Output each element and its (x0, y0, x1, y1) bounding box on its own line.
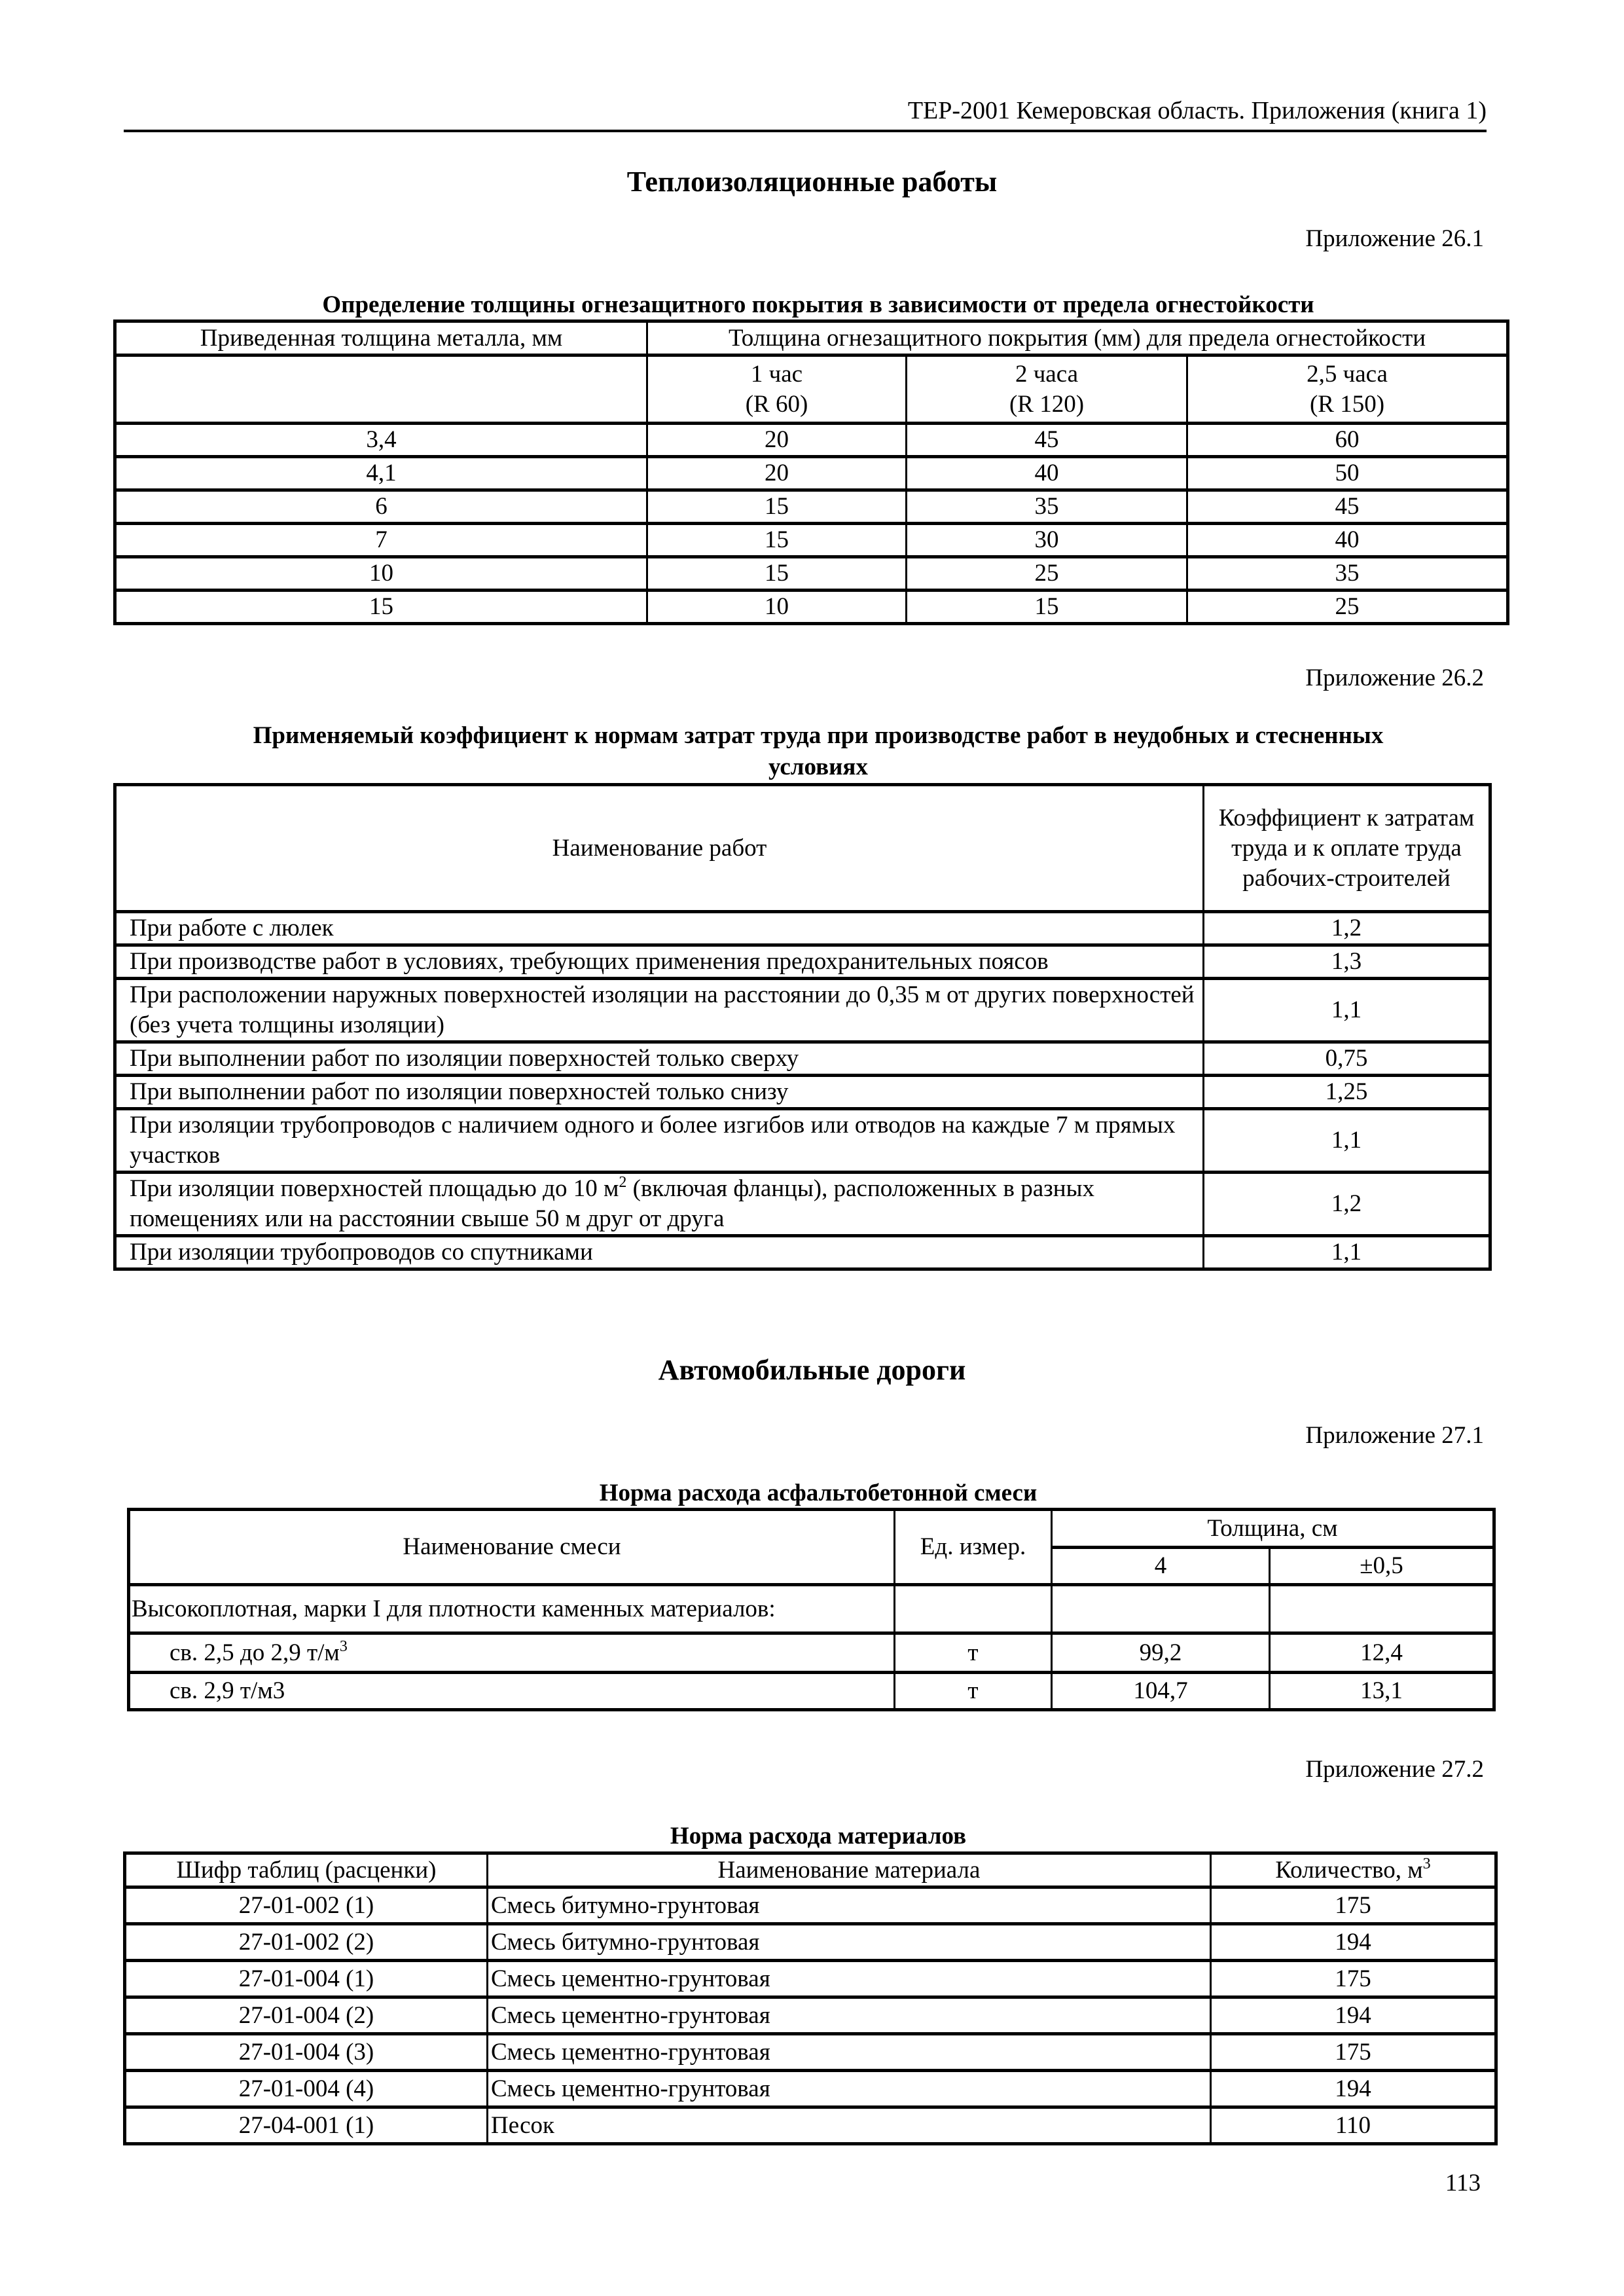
running-header-title: ТЕР-2001 Кемеровская область. Приложения (книга 1) (907, 97, 1487, 124)
cell: 4,1 (115, 457, 647, 490)
column-header: Наименование смеси (129, 1510, 895, 1585)
cell-quantity: 194 (1211, 1997, 1496, 2034)
cell-work-name: При выполнении работ по изоляции поверхностей только снизу (115, 1076, 1204, 1109)
cell-coefficient: 0,75 (1204, 1042, 1490, 1076)
cell-unit: т (895, 1673, 1052, 1710)
cell-material: Смесь битумно-грунтовая (488, 1887, 1211, 1924)
cell: 20 (647, 424, 907, 457)
table-row (125, 1961, 1496, 1997)
cell: 25 (1187, 591, 1508, 624)
table-row (129, 1585, 1494, 1633)
cell-material: Смесь цементно-грунтовая (488, 2071, 1211, 2107)
table-row (125, 2071, 1496, 2107)
cell-coefficient: 1,1 (1204, 1109, 1490, 1173)
cell-work-name: При производстве работ в условиях, требующих применения предохранительных поясов (115, 945, 1204, 979)
table-title-27-1: Норма расхода асфальтобетонной смеси (599, 1480, 1038, 1506)
cell-coefficient: 1,2 (1204, 912, 1490, 945)
page-number: 113 (1445, 2170, 1481, 2196)
cell-mix-name: св. 2,5 до 2,9 $т/м^3$ (129, 1633, 895, 1673)
cell-material: Смесь битумно-грунтовая (488, 1924, 1211, 1961)
cell-coefficient: 1,25 (1204, 1076, 1490, 1109)
cell: 15 (647, 524, 907, 557)
table-title-26-1: Определение толщины огнезащитного покрытия в зависимости от предела огнестойкости (322, 291, 1314, 318)
table-row (115, 945, 1490, 979)
cell-value: 12,4 (1270, 1633, 1494, 1673)
column-header: Наименование материала (488, 1853, 1211, 1887)
cell: 10 (115, 557, 647, 591)
table-row (125, 1924, 1496, 1961)
table-row (129, 1633, 1494, 1673)
table-labor-coefficients (113, 783, 1492, 1271)
table-header-row (115, 785, 1490, 912)
table-row (115, 1173, 1490, 1236)
cell: 30 (907, 524, 1187, 557)
table-header-row (115, 321, 1508, 355)
cell-code: 27-01-004 (2) (125, 1997, 488, 2034)
table-row (115, 424, 1508, 457)
table-row (115, 524, 1508, 557)
column-header: Количество, $м^3$ (1211, 1853, 1496, 1887)
cell-quantity: 194 (1211, 2071, 1496, 2107)
cell-value: 104,7 (1052, 1673, 1270, 1710)
cell: 3,4 (115, 424, 647, 457)
table-row (125, 2034, 1496, 2071)
cell-value (1052, 1585, 1270, 1633)
table-row (115, 557, 1508, 591)
table-header-row (125, 1853, 1496, 1887)
cell-work-name: При работе с люлек (115, 912, 1204, 945)
cell-work-name: При выполнении работ по изоляции поверхностей только сверху (115, 1042, 1204, 1076)
cell-mix-name: Высокоплотная, марки I для плотности каменных материалов: (129, 1585, 895, 1633)
table-header-row (129, 1510, 1494, 1548)
table-materials-consumption (123, 1851, 1498, 2145)
table-row (115, 912, 1490, 945)
cell: 25 (907, 557, 1187, 591)
cell: 45 (907, 424, 1187, 457)
column-subheader: 2,5 часа (R 150) (1187, 355, 1508, 424)
table-row (115, 490, 1508, 524)
appendix-label-26-2: Приложение 26.2 (1305, 665, 1484, 691)
appendix-label-26-1: Приложение 26.1 (1305, 225, 1484, 252)
cell-material: Смесь цементно-грунтовая (488, 1997, 1211, 2034)
table-row (115, 979, 1490, 1042)
cell-material: Песок (488, 2107, 1211, 2144)
table-row (125, 2107, 1496, 2144)
column-group-header: Толщина огнезащитного покрытия (мм) для предела огнестойкости (647, 321, 1508, 355)
cell-work-name: При изоляции трубопроводов со спутниками (115, 1236, 1204, 1269)
cell-material: Смесь цементно-грунтовая (488, 1961, 1211, 1997)
cell-coefficient: 1,3 (1204, 945, 1490, 979)
cell-quantity: 175 (1211, 1961, 1496, 1997)
table-row (115, 591, 1508, 624)
cell-mix-name: св. 2,9 т/м3 (129, 1673, 895, 1710)
cell: 15 (647, 557, 907, 591)
cell-value: 99,2 (1052, 1633, 1270, 1673)
empty-cell (115, 355, 647, 424)
appendix-label-27-2: Приложение 27.2 (1305, 1756, 1484, 1783)
column-header: Шифр таблиц (расценки) (125, 1853, 488, 1887)
cell-unit (895, 1585, 1052, 1633)
cell-work-name: При изоляции трубопроводов с наличием одного и более изгибов или отводов на каждые 7 м прямых участков (115, 1109, 1204, 1173)
table-row (115, 1109, 1490, 1173)
cell: 40 (907, 457, 1187, 490)
cell-code: 27-01-004 (3) (125, 2034, 488, 2071)
cell: 15 (907, 591, 1187, 624)
cell-code: 27-04-001 (1) (125, 2107, 488, 2144)
column-header: Наименование работ (115, 785, 1204, 912)
table-row (115, 1236, 1490, 1269)
table-fire-protection-thickness (113, 319, 1509, 625)
table-title-27-2: Норма расхода материалов (670, 1823, 967, 1850)
cell: 50 (1187, 457, 1508, 490)
cell-quantity: 194 (1211, 1924, 1496, 1961)
cell-unit: т (895, 1633, 1052, 1673)
table-subheader-row (115, 355, 1508, 424)
cell: 20 (647, 457, 907, 490)
column-subheader: 4 (1052, 1548, 1270, 1585)
table-asphalt-consumption (127, 1508, 1496, 1711)
column-header: Коэффициент к затратам труда и к оплате труда рабочих-строителей (1204, 785, 1490, 912)
cell-code: 27-01-002 (2) (125, 1924, 488, 1961)
cell-quantity: 175 (1211, 1887, 1496, 1924)
cell-coefficient: 1,2 (1204, 1173, 1490, 1236)
cell-quantity: 175 (1211, 2034, 1496, 2071)
column-subheader: 1 час (R 60) (647, 355, 907, 424)
table-row (115, 1076, 1490, 1109)
column-group-header: Толщина, см (1052, 1510, 1494, 1548)
column-subheader: 2 часа (R 120) (907, 355, 1187, 424)
cell: 45 (1187, 490, 1508, 524)
cell: 35 (1187, 557, 1508, 591)
cell: 6 (115, 490, 647, 524)
cell-code: 27-01-004 (1) (125, 1961, 488, 1997)
table-row (129, 1673, 1494, 1710)
cell: 10 (647, 591, 907, 624)
cell-value (1270, 1585, 1494, 1633)
cell-code: 27-01-002 (1) (125, 1887, 488, 1924)
cell: 7 (115, 524, 647, 557)
cell: 60 (1187, 424, 1508, 457)
appendix-label-27-1: Приложение 27.1 (1305, 1422, 1484, 1449)
section-title-thermal-insulation: Теплоизоляционные работы (626, 166, 998, 198)
cell: 15 (115, 591, 647, 624)
cell-code: 27-01-004 (4) (125, 2071, 488, 2107)
column-header: Приведенная толщина металла, мм (115, 321, 647, 355)
cell-value: 13,1 (1270, 1673, 1494, 1710)
cell: 40 (1187, 524, 1508, 557)
column-subheader: ±0,5 (1270, 1548, 1494, 1585)
table-title-26-2: Применяемый коэффициент к нормам затрат труда при производстве работ в неудобных и стесненных условиях (253, 722, 1384, 780)
column-header: Ед. измер. (895, 1510, 1052, 1585)
cell: 15 (647, 490, 907, 524)
table-row (115, 457, 1508, 490)
table-row (115, 1042, 1490, 1076)
cell-coefficient: 1,1 (1204, 979, 1490, 1042)
running-header (124, 92, 1487, 132)
cell-work-name: При изоляции поверхностей площадью до 10 $м^2$ (включая фланцы), расположенных в разных помещениях или на расстоянии свыше 50 м друг от друга (115, 1173, 1204, 1236)
cell-coefficient: 1,1 (1204, 1236, 1490, 1269)
cell-work-name: При расположении наружных поверхностей изоляции на расстоянии до 0,35 м от других поверхностей (без учета толщины изоляции) (115, 979, 1204, 1042)
cell-material: Смесь цементно-грунтовая (488, 2034, 1211, 2071)
cell: 35 (907, 490, 1187, 524)
cell-quantity: 110 (1211, 2107, 1496, 2144)
table-row (125, 1997, 1496, 2034)
section-title-roads: Автомобильные дороги (658, 1354, 966, 1386)
table-row (125, 1887, 1496, 1924)
